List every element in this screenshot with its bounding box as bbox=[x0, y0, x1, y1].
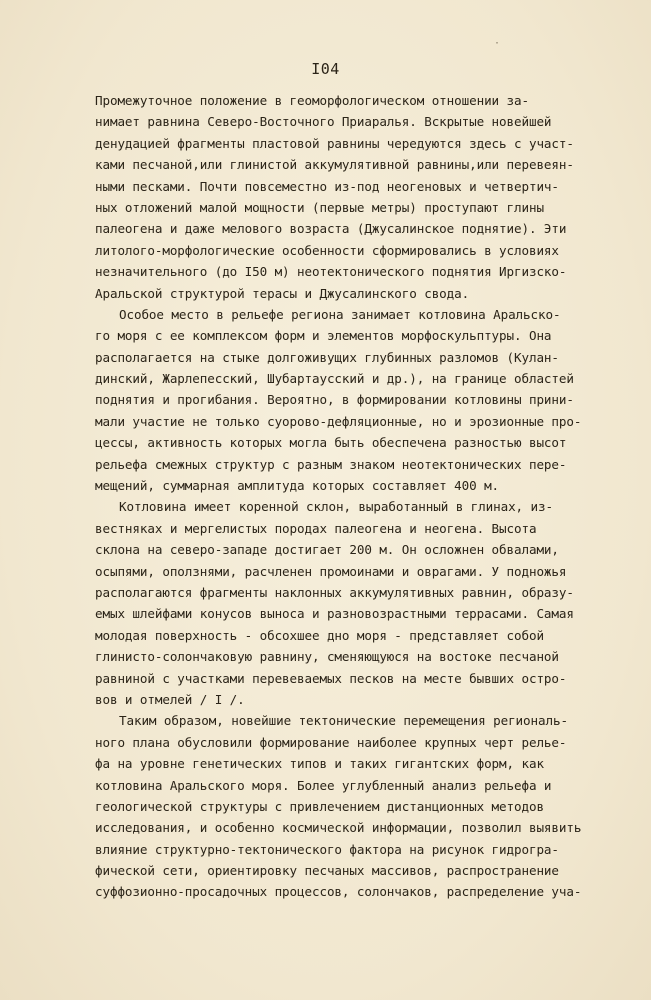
text-line: влияние структурно-тектонического фактора на рисунок гидрогра- bbox=[95, 841, 559, 857]
paragraph-start-line: Котловина имеет коренной склон, выработанный в глинах, из- bbox=[119, 499, 553, 515]
text-line: фа на уровне генетических типов и таких гигантских форм, как bbox=[95, 756, 544, 772]
text-line: мещений, суммарная амплитуда которых составляет 400 м. bbox=[95, 478, 500, 494]
paper-speck: · bbox=[494, 38, 501, 49]
text-line: мали участие не только суорово-дефляционные, но и эрозионные про- bbox=[95, 413, 582, 429]
text-line: ками песчаной,или глинистой аккумулятивной равнины,или перевеян- bbox=[95, 157, 574, 173]
text-line: глинисто-солончаковую равнину, сменяющуюся на востоке песчаной bbox=[95, 649, 559, 665]
text-line: исследования, и особенно космической информации, позволил выявить bbox=[95, 820, 582, 836]
text-line: вестняках и мергелистых породах палеогена и неогена. Высота bbox=[95, 520, 537, 536]
text-line: поднятия и прогибания. Вероятно, в формировании котловины прини- bbox=[95, 392, 574, 408]
text-line: геологической структуры с привлечением дистанционных методов bbox=[95, 798, 544, 814]
text-line: осыпями, оползнями, расчленен промоинами и оврагами. У подножья bbox=[95, 563, 567, 579]
page-number: I04 bbox=[311, 60, 340, 78]
text-line: суффозионно-просадочных процессов, солончаков, распределение уча- bbox=[95, 884, 582, 900]
text-line: ного плана обусловили формирование наиболее крупных черт релье- bbox=[95, 734, 567, 750]
text-line: вов и отмелей / I /. bbox=[95, 691, 245, 707]
text-line: литолого-морфологические особенности сформировались в условиях bbox=[95, 242, 559, 258]
paragraph-start-line: Таким образом, новейшие тектонические перемещения региональ- bbox=[119, 713, 568, 729]
text-line: палеогена и даже мелового возраста (Джусалинское поднятие). Эти bbox=[95, 221, 567, 237]
text-line: динский, Жарлепесский, Шубартаусский и др.), на границе областей bbox=[95, 371, 574, 387]
text-line: емых шлейфами конусов выноса и разновозрастными террасами. Самая bbox=[95, 606, 574, 622]
text-line: незначительного (до I50 м) неотектонического поднятия Иргизско- bbox=[95, 264, 567, 280]
text-line: денудацией фрагменты пластовой равнины чередуются здесь с участ- bbox=[95, 135, 574, 151]
text-line: фической сети, ориентировку песчаных массивов, распространение bbox=[95, 863, 559, 879]
body-text bbox=[95, 90, 635, 903]
text-line: ных отложений малой мощности (первые метры) проступают глины bbox=[95, 199, 544, 215]
text-line: рельефа смежных структур с разным знаком неотектонических пере- bbox=[95, 456, 567, 472]
text-line: располагается на стыке долгоживущих глубинных разломов (Кулан- bbox=[95, 349, 559, 365]
text-line: располагаются фрагменты наклонных аккумулятивных равнин, образу- bbox=[95, 584, 574, 600]
text-line: нимает равнина Северо-Восточного Приаралья. Вскрытые новейшей bbox=[95, 114, 552, 130]
text-line: цессы, активность которых могла быть обеспечена разностью высот bbox=[95, 435, 567, 451]
text-line: Промежуточное положение в геоморфологическом отношении за- bbox=[95, 93, 529, 108]
text-line: равниной с участками перевеваемых песков на месте бывших остро- bbox=[95, 670, 567, 686]
text-line: котловина Аральского моря. Более углубленный анализ рельефа и bbox=[95, 777, 552, 793]
text-line: го моря с ее комплексом форм и элементов морфоскульптуры. Она bbox=[95, 328, 552, 344]
text-line: Аральской структурой терасы и Джусалинского свода. bbox=[95, 285, 470, 301]
text-line: молодая поверхность - обсохшее дно моря - представляет собой bbox=[95, 627, 544, 643]
text-line: ными песками. Почти повсеместно из-под неогеновых и четвертич- bbox=[95, 178, 559, 194]
paragraph-start-line: Особое место в рельефе региона занимает котловина Аральско- bbox=[119, 306, 561, 322]
text-line: склона на северо-западе достигает 200 м. Он осложнен обвалами, bbox=[95, 542, 559, 558]
